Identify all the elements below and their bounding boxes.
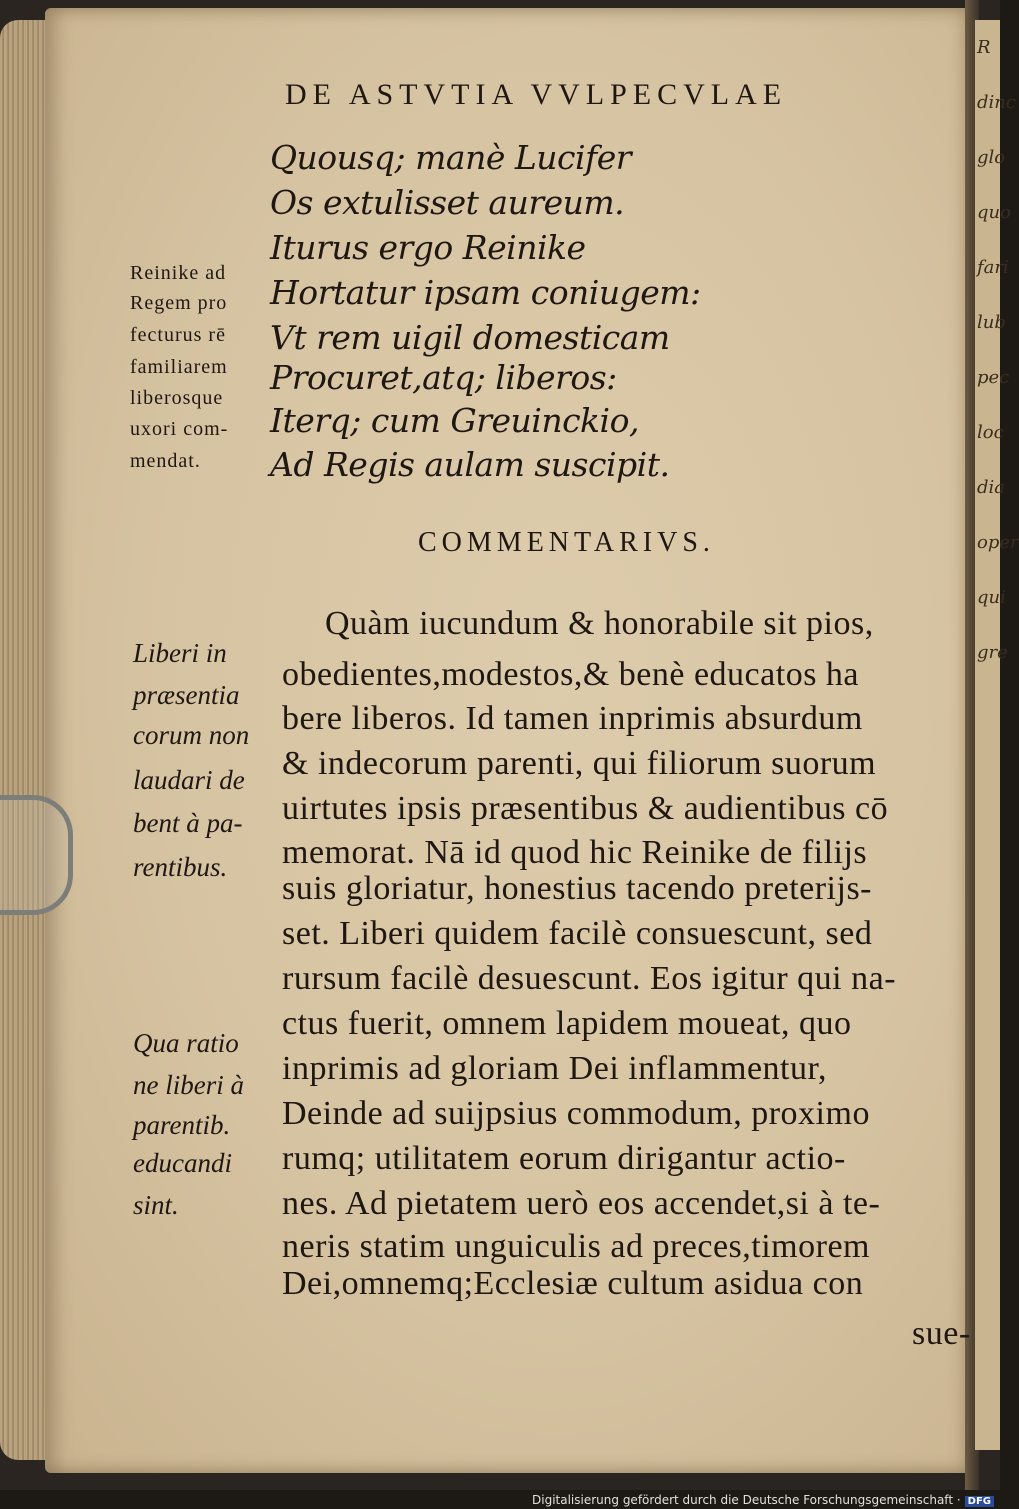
side-note-line: Reinike ad [130,262,227,284]
next-page-fragment: fari [977,257,1009,278]
gloss-line: sint. [133,1190,179,1220]
commentary-line: uirtutes ipsis præsentibus & audientibus cō [282,790,889,827]
next-page-fragment: dia [977,477,1006,498]
commentary-line: Deinde ad suijpsius commodum, proximo [282,1095,870,1132]
commentary-line: bere liberos. Id tamen inprimis absurdum [282,700,863,737]
next-page-fragment: R [977,37,991,58]
commentary-line: ctus fuerit, omnem lapidem moueat, quo [282,1005,852,1042]
gloss-line: corum non [133,720,250,750]
gloss-line: præsentia [133,680,240,710]
side-note-line: uxori com- [130,418,229,440]
commentary-line: inprimis ad gloriam Dei inflammentur, [282,1050,827,1087]
side-note-line: Regem pro [130,292,228,314]
commentary-line: rumq; utilitatem eorum dirigantur actio- [282,1140,846,1177]
credit-text: Digitalisierung gefördert durch die Deutsche Forschungsgemeinschaft · [532,1493,961,1507]
side-note-line: fecturus rē [130,324,226,346]
verse-line: Procuret,atq; liberos: [270,358,617,397]
commentary-line: & indecorum parenti, qui filiorum suorum [282,745,877,782]
side-note-line: familiarem [130,356,228,378]
next-page-fragment: lub [977,312,1006,333]
next-page-fragment: gre [977,642,1008,663]
gloss-line: Liberi in [133,638,227,668]
commentary-line: neris statim unguiculis ad preces,timorem [282,1228,870,1265]
side-note-line: mendat. [130,450,201,472]
verse-line: Iturus ergo Reinike [270,228,586,267]
next-page-fragment: loc [977,422,1004,443]
commentary-line: nes. Ad pietatem uerò eos accendet,si à te- [282,1185,881,1222]
commentary-line: rursum facilè desuescunt. Eos igitur qui na- [282,960,897,997]
verse-line: Vt rem uigil domesticam [270,318,670,357]
verse-line: Os extulisset aureum. [270,183,625,222]
catchword: sue- [912,1315,971,1352]
next-page-fragment: pec [977,367,1010,388]
commentary-line: memorat. Nā id quod hic Reinike de filijs [282,834,868,871]
side-note-line: liberosque [130,387,224,409]
verse-line: Ad Regis aulam suscipit. [270,445,670,484]
commentary-line: Dei,omnemq;Ecclesiæ cultum asidua con [282,1265,864,1302]
gloss-line: Qua ratio [133,1028,239,1058]
next-page-fragment: dinc [977,92,1016,113]
section-title: COMMENTARIVS. [418,527,715,558]
running-head: DE ASTVTIA VVLPECVLAE [285,78,788,111]
verse-line: Hortatur ipsam coniugem: [270,273,701,312]
next-page-edge [975,20,1019,1450]
next-page-fragment: oper [977,532,1019,553]
commentary-line: Quàm iucundum & honorabile sit pios, [325,605,874,642]
gloss-line: bent à pa- [133,808,243,838]
gloss-line: educandi [133,1148,232,1178]
commentary-line: obedientes,modestos,& benè educatos ha [282,656,860,693]
next-page-fragment: quo [977,202,1011,223]
dfg-logo-badge: DFG [965,1496,994,1507]
verse-line: Iterq; cum Greuinckio, [270,401,639,440]
commentary-line: set. Liberi quidem facilè consuescunt, sed [282,915,873,952]
commentary-line: suis gloriatur, honestius tacendo preterijs- [282,870,873,907]
next-page-fragment: glo [977,147,1006,168]
digitization-credit [532,1493,994,1507]
gloss-line: ne liberi à [133,1070,244,1100]
page-clip [0,795,73,915]
gloss-line: parentib. [133,1110,231,1140]
next-page-fragment: qui [977,587,1006,608]
verse-line: Quousq; manè Lucifer [270,138,632,177]
gloss-line: rentibus. [133,852,228,882]
gloss-line: laudari de [133,765,245,795]
